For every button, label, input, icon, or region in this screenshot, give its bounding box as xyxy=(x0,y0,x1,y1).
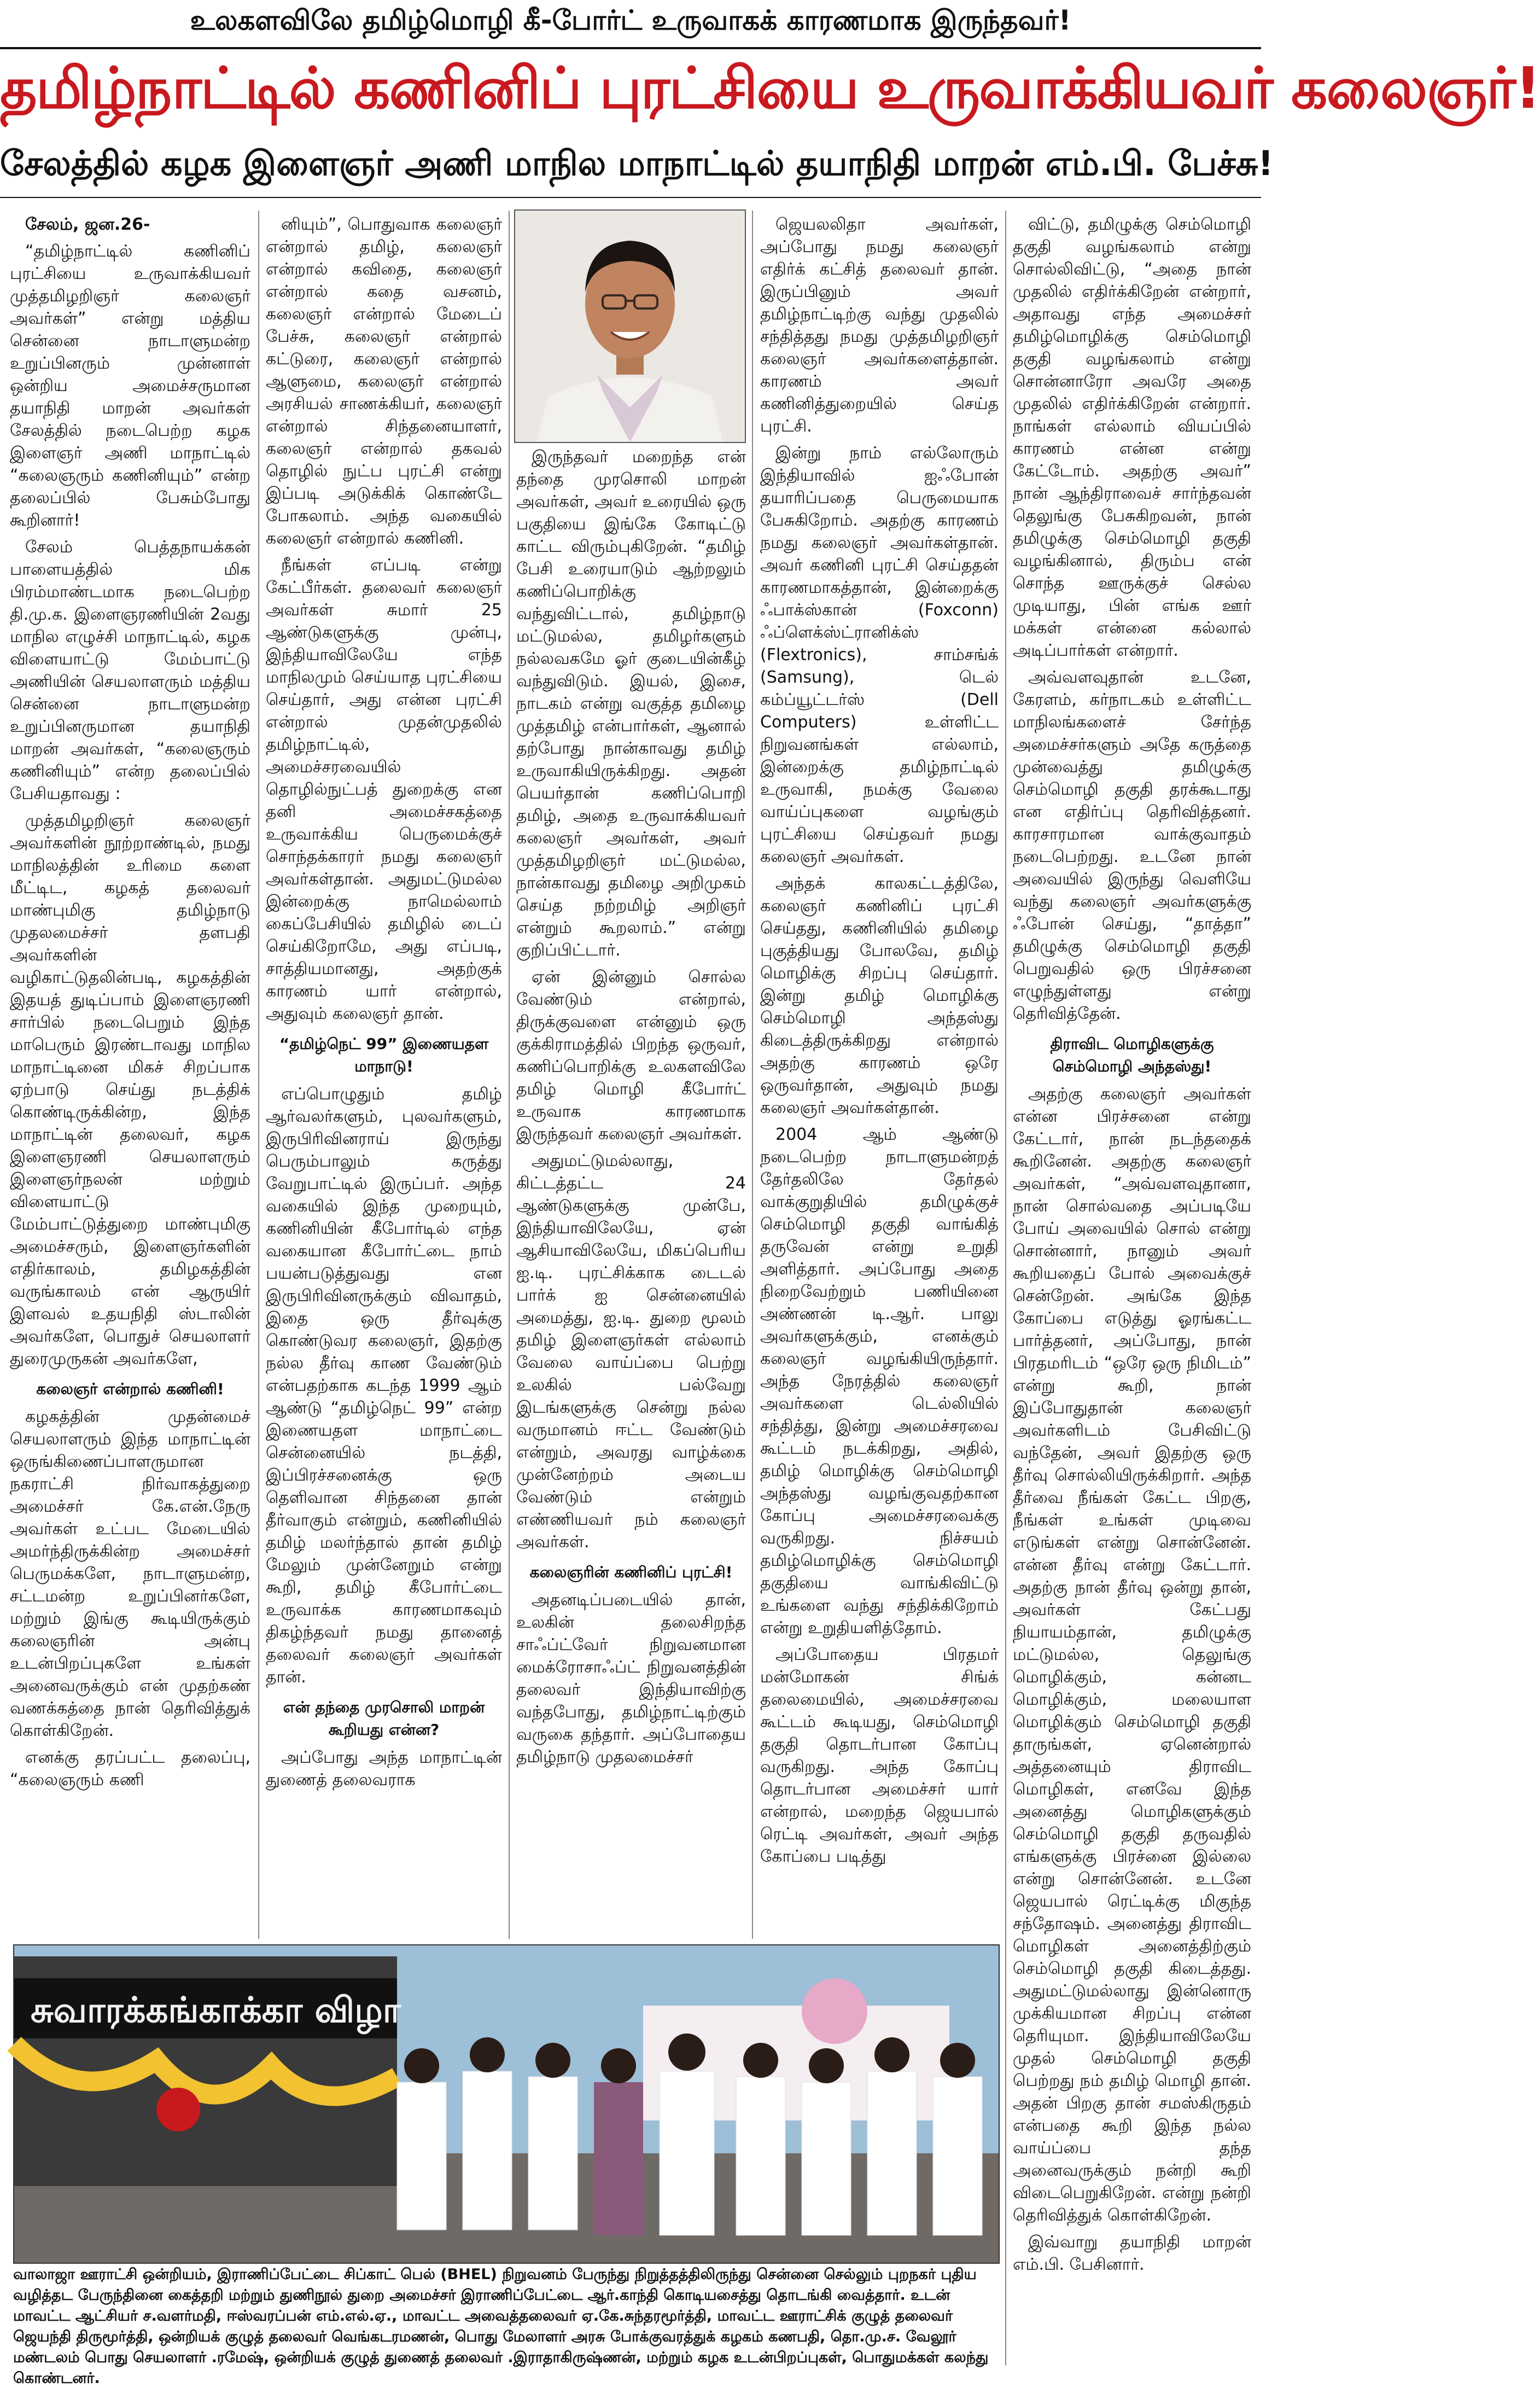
subheading: திராவிட மொழிகளுக்கு செம்மொழி அந்தஸ்து! xyxy=(1050,1035,1214,1075)
column-separator xyxy=(1005,211,1006,2365)
paragraph: அப்போதைய பிரதமர் மன்மோகன் சிங்க் தலைமையில், அமைச்சரவை கூட்டம் கூடியது, செம்மொழி தகுதி தொடர்பான கோப்பு வருகிறது. அந்த கோப்பு தொடர்பான அமைச்சர் யார் என்றால், மறைந்த ஜெயபால் ரெட்டி அவர்கள், அவர் அந்த கோப்பை படித்து xyxy=(760,1645,999,1866)
article-column-3 xyxy=(516,446,746,1936)
column-separator xyxy=(752,211,753,1939)
column-separator xyxy=(509,211,510,1939)
paragraph: அப்போது அந்த மாநாட்டின் துணைத் தலைவராக xyxy=(266,1748,502,1790)
paragraph: இருந்தவர் மறைந்த என் தந்தை முரசொலி மாறன் அவர்கள், அவர் உரையில் ஒரு பகுதியை இங்கே கோடிட்டு காட்ட விரும்புகிறேன். “தமிழ் பேசி உரையாடும் ஆற்றலும் கணிப்பொறிக்கு வந்துவிட்டால், தமிழ்நாடு மட்டுமல்ல, தமிழர்களும் நல்லவகமே ஓர் குடையின்கீழ் வந்துவிடும். இயல், இசை, நாடகம் என்று வகுத்த தமிழை முத்தமிழ் என்பார்கள், ஆனால் தற்போது நான்காவது தமிழ் உருவாகியிருக்கிறது. அதன் பெயர்தான் கணிப்பொறி தமிழ், அதை உருவாக்கியவர் கலைஞர் அவர்கள், அவர் முத்தமிழறிஞர் மட்டுமல்ல, நான்காவது தமிழை அறிமுகம் செய்த நற்றமிழ் அறிஞர் என்றும் கூறலாம்.” என்று குறிப்பிட்டார். xyxy=(516,447,746,960)
paragraph: அவ்வளவுதான் உடனே, கேரளம், கர்நாடகம் உள்ளிட்ட மாநிலங்களைச் சேர்ந்த அமைச்சர்களும் அதே கருத்தை முன்வைத்து தமிழுக்கு செம்மொழி தகுதி தரக்கூடாது என எதிர்ப்பு தெரிவித்தனர். காரசாரமான வாக்குவாதம் நடைபெற்றது. உடனே நான் அவையில் இருந்து வெளியே வந்து கலைஞர் அவர்களுக்கு ஃபோன் செய்து, “தாத்தா” தமிழுக்கு செம்மொழி தகுதி பெறுவதில் ஒரு பிரச்சனை எழுந்துள்ளது என்று தெரிவித்தேன். xyxy=(1013,668,1251,1023)
paragraph: அந்தக் காலகட்டத்திலே, கலைஞர் கணினிப் புரட்சி செய்தது, கணினியில் தமிழை புகுத்தியது போலவே, தமிழ் மொழிக்கு சிறப்பு செய்தார். இன்று தமிழ் மொழிக்கு செம்மொழி அந்தஸ்து கிடைத்திருக்கிறது என்றால் அதற்கு காரணம் ஒரே ஒருவர்தான், அதுவும் நமது கலைஞர் அவர்கள்தான். xyxy=(760,874,999,1117)
paragraph: அதுமட்டுமல்லாது, கிட்டத்தட்ட 24 ஆண்டுகளுக்கு முன்பே, இந்தியாவிலேயே, ஏன் ஆசியாவிலேயே, மிகப்பெரிய ஐ.டி. புரட்சிக்காக டைடல் பார்க் ஐ சென்னையில் அமைத்து, ஐ.டி. துறை மூலம் தமிழ் இளைஞர்கள் எல்லாம் வேலை வாய்ப்பை பெற்று உலகில் பல்வேறு இடங்களுக்கு சென்று நல்ல வருமானம் ஈட்ட வேண்டும் என்றும், அவரது வாழ்க்கை முன்னேற்றம் அடைய வேண்டும் என்றும் எண்ணியவர் நம் கலைஞர் அவர்கள். xyxy=(516,1151,746,1552)
paragraph: அதனடிப்படையில் தான், உலகின் தலைசிறந்த சாஃப்ட்வேர் நிறுவனமான மைக்ரோசாஃப்ட் நிறுவனத்தின் தலைவர் இந்தியாவிற்கு வந்தபோது, தமிழ்நாட்டிற்கும் வருகை தந்தார். அப்போதைய தமிழ்நாடு முதலமைச்சர் xyxy=(516,1590,746,1767)
paragraph: எனக்கு தரப்பட்ட தலைப்பு, “கலைஞரும் கணி xyxy=(10,1748,250,1790)
paragraph: இவ்வாறு தயாநிதி மாறன் எம்.பி. பேசினார். xyxy=(1013,2233,1251,2274)
kicker-headline: உலகளவிலே தமிழ்மொழி கீ-போர்ட் உருவாகக் காரணமாக இருந்தவர்! xyxy=(190,4,1071,36)
photo-caption: வாலாஜா ஊராட்சி ஒன்றியம், இராணிப்பேட்டை சிப்காட் பெல் (BHEL) நிறுவனம் பேருந்து நிறுத்தத்திலிருந்து சென்னை செல்லும் புறநகர் புதிய வழித்தட பேருந்தினை கைத்தறி மற்றும் துணிநூல் துறை அமைச்சர் இராணிப்பேட்டை ஆர்.காந்தி கொடியசைத்து தொடங்கி வைத்தார். உடன் மாவட்ட ஆட்சியர் ச.வளர்மதி, ஈஸ்வரப்பன் எம்.எல்.ஏ., மாவட்ட அவைத்தலைவர் ஏ.கே.சுந்தரமூர்த்தி, மாவட்ட ஊராட்சிக் குழுத் தலைவர் ஜெயந்தி திருமூர்த்தி, ஒன்றியக் குழுத் தலைவர் வெங்கடரமணன், பொது மேலாளர் அரசு போக்குவரத்துக் கழகம் கணபதி, தொ.மு.ச. வேலூர் மண்டலம் பொது செயலாளர் .ரமேஷ், ஒன்றியக் குழுத் துணைத் தலைவர் .இராதாகிருஷ்ணன், மற்றும் கழக உடன்பிறப்புகள், பொதுமக்கள் கலந்து கொண்டனர். xyxy=(13,2266,989,2387)
subheading: என் தந்தை முரசொலி மாறன் கூறியது என்ன? xyxy=(283,1698,485,1739)
portrait-photo xyxy=(514,209,746,443)
paragraph: இன்று நாம் எல்லோரும் இந்தியாவில் ஐஃபோன் தயாரிப்பதை பெருமையாக பேசுகிறோம். அதற்கு காரணம் நமது கலைஞர் அவர்கள்தான். அவர் கணினி புரட்சி செய்ததன் காரணமாகத்தான், இன்றைக்கு ஃபாக்ஸ்கான் (Foxconn) ஃப்ளெக்ஸ்ட்ரானிக்ஸ் (Flextronics), சாம்சங்க் (Samsung), டெல் கம்ப்யூட்டர்ஸ் (Dell Computers) உள்ளிட்ட நிறுவனங்கள் எல்லாம், இன்றைக்கு தமிழ்நாட்டில் உருவாகி, நமக்கு வேலை வாய்ப்புகளை வழங்கும் புரட்சியை செய்தவர் நமது கலைஞர் அவர்கள். xyxy=(760,444,999,866)
paragraph: நீங்கள் எப்படி என்று கேட்பீர்கள். தலைவர் கலைஞர் அவர்கள் சுமார் 25 ஆண்டுகளுக்கு முன்பு, இந்தியாவிலேயே எந்த மாநிலமும் செய்யாத புரட்சியை செய்தார், அது என்ன புரட்சி என்றால் முதன்முதலில் தமிழ்நாட்டில், அமைச்சரவையில் தொழில்நுட்பத் துறைக்கு என தனி அமைச்சகத்தை உருவாக்கிய பெருமைக்குச் சொந்தக்காரர் நமது கலைஞர் அவர்கள்தான். அதுமட்டுமல்ல இன்றைக்கு நாமெல்லாம் கைப்பேசியில் தமிழில் டைப் செய்கிறோமே, அது எப்படி, சாத்தியமானது, அதற்குக் காரணம் யார் என்றால், அதுவும் கலைஞர் தான். xyxy=(266,556,503,1023)
bus-banner-text: சுவாரக்கங்காக்கா விழா xyxy=(31,1990,401,2031)
paragraph: முத்தமிழறிஞர் கலைஞர் அவர்களின் நூற்றாண்டில், நமது மாநிலத்தின் உரிமை களை மீட்டிட, கழகத் தலைவர் மாண்புமிகு தமிழ்நாடு முதலமைச்சர் தளபதி அவர்களின் வழிகாட்டுதலின்படி, கழகத்தின் இதயத் துடிப்பாம் இளைஞரணி சார்பில் நடைபெறும் இந்த மாபெரும் இரண்டாவது மாநில மாநாட்டினை மிகச் சிறப்பாக ஏற்பாடு செய்து நடத்திக் கொண்டிருக்கின்ற, இந்த மாநாட்டின் தலைவர், கழக இளைஞரணி செயலாளரும் இளைஞர்நலன் மற்றும் விளையாட்டு மேம்பாட்டுத்துறை மாண்புமிகு அமைச்சரும், இளைஞர்களின் எதிர்காலம், தமிழகத்தின் வருங்காலம் என் ஆருயிர் இளவல் உதயநிதி ஸ்டாலின் அவர்களே, பொதுச் செயலாளர் துரைமுருகன் அவர்களே, xyxy=(10,811,250,1368)
paragraph: “தமிழ்நாட்டில் கணினிப் புரட்சியை உருவாக்கியவர் முத்தமிழறிஞர் கலைஞர் அவர்கள்” என்று மத்திய சென்னை நாடாளுமன்ற உறுப்பினரும் முன்னாள் ஒன்றிய அமைச்சருமான தயாநிதி மாறன் அவர்கள் சேலத்தில் நடைபெற்ற கழக இளைஞர் அணி மாநாட்டில் “கலைஞரும் கணினியும்” என்ற தலைப்பில் பேசும்போது கூறினார்! xyxy=(10,242,250,530)
column-separator xyxy=(258,211,259,1939)
portrait-image xyxy=(515,211,745,442)
subheading: கலைஞர் என்றால் கணினி! xyxy=(36,1380,224,1398)
subheading: கலைஞரின் கணினிப் புரட்சி! xyxy=(529,1563,733,1581)
paragraph: 2004 ஆம் ஆண்டு நடைபெற்ற நாடாளுமன்றத் தேர்தலிலே தேர்தல் வாக்குறுதியில் தமிழுக்குச் செம்மொழி தகுதி வாங்கித் தருவேன் என்று உறுதி அளித்தார். அப்போது அதை நிறைவேற்றும் பணியினை அண்ணன் டி.ஆர். பாலு அவர்களுக்கும், எனக்கும் கலைஞர் வழங்கியிருந்தார். அந்த நேரத்தில் கலைஞர் அவர்களை டெல்லியில் சந்தித்து, இன்று அமைச்சரவை கூட்டம் நடக்கிறது, அதில், தமிழ் மொழிக்கு செம்மொழி அந்தஸ்து வழங்குவதற்கான கோப்பு அமைச்சரவைக்கு வருகிறது. நிச்சயம் தமிழ்மொழிக்கு செம்மொழி தகுதியை வாங்கிவிட்டு உங்களை வந்து சந்திக்கிறோம் என்று உறுதியளித்தோம். xyxy=(760,1125,999,1638)
event-image xyxy=(14,1945,999,2263)
paragraph: விட்டு, தமிழுக்கு செம்மொழி தகுதி வழங்கலாம் என்று சொல்லிவிட்டு, “அதை நான் முதலில் எதிர்க்கிறேன் என்றார், அதாவது எந்த அமைச்சர் தமிழ்மொழிக்கு செம்மொழி தகுதி வழங்கலாம் என்று சொன்னாரோ அவரே அதை முதலில் எதிர்க்கிறேன் என்றார். நாங்கள் எல்லாம் வியப்பில் காரணம் என்ன என்று கேட்டோம். அதற்கு அவர்” நான் ஆந்திராவைச் சார்ந்தவன் தெலுங்கு பேசுகிறவன், நான் தமிழுக்கு செம்மொழி தகுதி வழங்கினால், திரும்ப என் சொந்த ஊருக்குச் செல்ல முடியாது, பின் எங்க ஊர் மக்கள் என்னை கல்லால் அடிப்பார்கள் என்றார். xyxy=(1013,215,1251,660)
paragraph: அதற்கு கலைஞர் அவர்கள் என்ன பிரச்சனை என்று கேட்டார், நான் நடந்ததைக் கூறினேன். அதற்கு கலைஞர் அவர்கள், “அவ்வளவுதானா, நான் சொல்வதை அப்படியே போய் அவையில் சொல் என்று சொன்னார், நானும் அவர் கூறியதைப் போல் அவைக்குச் சென்றேன். அங்கே இந்த கோப்பை எடுத்து ஓரங்கட்ட பார்த்தனர், அப்போது, நான் பிரதமரிடம் “ஒரே ஒரு நிமிடம்” என்று கூறி, நான் இப்போதுதான் கலைஞர் அவர்களிடம் பேசிவிட்டு வந்தேன், அவர் இதற்கு ஒரு தீர்வு சொல்லியிருக்கிறார். அந்த தீர்வை நீங்கள் கேட்ட பிறகு, நீங்கள் உங்கள் முடிவை எடுங்கள் என்று சொன்னேன். என்ன தீர்வு என்று கேட்டார். அதற்கு நான் தீர்வு ஒன்று தான், அவர்கள் கேட்பது நியாயம்தான், தமிழுக்கு மட்டுமல்ல, தெலுங்கு மொழிக்கும், கன்னட மொழிக்கும், மலையாள மொழிக்கும் செம்மொழி தகுதி தாருங்கள், ஏனென்றால் அத்தனையும் திராவிட மொழிகள், எனவே இந்த அனைத்து மொழிகளுக்கும் செம்மொழி தகுதி தருவதில் எங்களுக்கு பிரச்னை இல்லை என்று சொன்னேன். உடனே ஜெயபால் ரெட்டிக்கு மிகுந்த சந்தோஷம். அனைத்து திராவிட மொழிகள் அனைத்திற்கும் செம்மொழி தகுதி கிடைத்தது. அதுமட்டுமல்லாது இன்னொரு முக்கியமான சிறப்பு என்ன தெரியுமா. இந்தியாவிலேயே முதல் செம்மொழி தகுதி பெற்றது நம் தமிழ் மொழி தான். அதன் பிறகு தான் சமஸ்கிருதம் என்பதை கூறி இந்த நல்ல வாய்ப்பை தந்த அனைவருக்கும் நன்றி கூறி விடைபெறுகிறேன். என்று நன்றி தெரிவித்துக் கொள்கிறேன். xyxy=(1013,1085,1251,2225)
article-column-5 xyxy=(1013,213,1251,2363)
article-column-2 xyxy=(266,213,502,1936)
subhead-rule xyxy=(0,197,1261,198)
subheading: “தமிழ்நெட் 99” இணையதள மாநாடு! xyxy=(279,1035,489,1075)
paragraph: ஏன் இன்னும் சொல்ல வேண்டும் என்றால், திருக்குவளை என்னும் ஒரு குக்கிராமத்தில் பிறந்த ஒருவர், கணிப்பொறிக்கு உலகளவிலே தமிழ் மொழி கீபோர்ட் உருவாக காரணமாக இருந்தவர் கலைஞர் அவர்கள். xyxy=(516,968,746,1144)
article-column-1 xyxy=(10,213,250,1936)
paragraph: எப்பொழுதும் தமிழ் ஆர்வலர்களும், புலவர்களும், இருபிரிவினராய் இருந்து பெரும்பாலும் கருத்து வேறுபாட்டில் இருப்பர். அந்த வகையில் இந்த முறையும், கணினியின் கீபோர்டில் எந்த வகையான கீபோர்ட்டை நாம் பயன்படுத்துவது என இருபிரிவினருக்கும் விவாதம், இதை ஒரு தீர்வுக்கு கொண்டுவர கலைஞர், இதற்கு நல்ல தீர்வு காண வேண்டும் என்பதற்காக கடந்த 1999 ஆம் ஆண்டு “தமிழ்நெட் 99” என்ற இணையதள மாநாட்டை சென்னையில் நடத்தி, இப்பிரச்சனைக்கு ஒரு தெளிவான சிந்தனை தான் தீர்வாகும் என்றும், கணினியில் தமிழ் மலர்ந்தால் தான் தமிழ் மேலும் முன்னேறும் என்று கூறி, தமிழ் கீபோர்ட்டை உருவாக்க காரணமாகவும் திகழ்ந்தவர் நமது தானைத் தலைவர் கலைஞர் அவர்கள் தான். xyxy=(266,1085,502,1687)
paragraph: சேலம் பெத்தநாயக்கன் பாளையத்தில் மிக பிரம்மாண்டமாக நடைபெற்ற தி.மு.க. இளைஞரணியின் 2வது மாநில எழுச்சி மாநாட்டில், கழக விளையாட்டு மேம்பாட்டு அணியின் செயலாளரும் மத்திய சென்னை நாடாளுமன்ற உறுப்பினருமான தயாநிதி மாறன் அவர்கள், “கலைஞரும் கணினியும்” என்ற தலைப்பில் பேசியதாவது : xyxy=(10,538,250,803)
main-headline: தமிழ்நாட்டில் கணினிப் புரட்சியை உருவாக்கியவர் கலைஞர்! xyxy=(0,55,1540,121)
event-photo xyxy=(13,1944,1000,2264)
article-column-4 xyxy=(760,213,999,1936)
dateline: சேலம், ஜன.26- xyxy=(25,215,150,234)
header-rule xyxy=(0,47,1261,49)
paragraph: னியும்”, பொதுவாக கலைஞர் என்றால் தமிழ், கலைஞர் என்றால் கவிதை, கலைஞர் என்றால் கதை வசனம், கலைஞர் என்றால் மேடைப் பேச்சு, கலைஞர் என்றால் கட்டுரை, கலைஞர் என்றால் ஆளுமை, கலைஞர் என்றால் அரசியல் சாணக்கியர், கலைஞர் என்றால் சிந்தனையாளர், கலைஞர் என்றால் தகவல் தொழில் நுட்ப புரட்சி என்று இப்படி அடுக்கிக் கொண்டே போகலாம். அந்த வகையில் கலைஞர் என்றால் கணினி. xyxy=(266,215,502,548)
paragraph: ஜெயலலிதா அவர்கள், அப்போது நமது கலைஞர் எதிர்க் கட்சித் தலைவர் தான். இருப்பினும் அவர் தமிழ்நாட்டிற்கு வந்து முதலில் சந்தித்தது நமது முத்தமிழறிஞர் கலைஞர் அவர்களைத்தான். காரணம் அவர் கணினித்துறையில் செய்த புரட்சி. xyxy=(760,215,999,436)
paragraph: கழகத்தின் முதன்மைச் செயலாளரும் இந்த மாநாட்டின் ஒருங்கிணைப்பாளருமான நகராட்சி நிர்வாகத்துறை அமைச்சர் கே.என்.நேரு அவர்கள் உட்பட மேடையில் அமர்ந்திருக்கின்ற அமைச்சர் பெருமக்களே, நாடாளுமன்ற, சட்டமன்ற உறுப்பினர்களே, மற்றும் இங்கு கூடியிருக்கும் கலைஞரின் அன்பு உடன்பிறப்புகளே உங்கள் அனைவருக்கும் என் முதற்கண் வணக்கத்தை நான் தெரிவித்துக் கொள்கிறேன். xyxy=(10,1407,250,1740)
sub-headline: சேலத்தில் கழக இளைஞர் அணி மாநில மாநாட்டில் தயாநிதி மாறன் எம்.பி. பேச்சு! xyxy=(0,143,1274,183)
